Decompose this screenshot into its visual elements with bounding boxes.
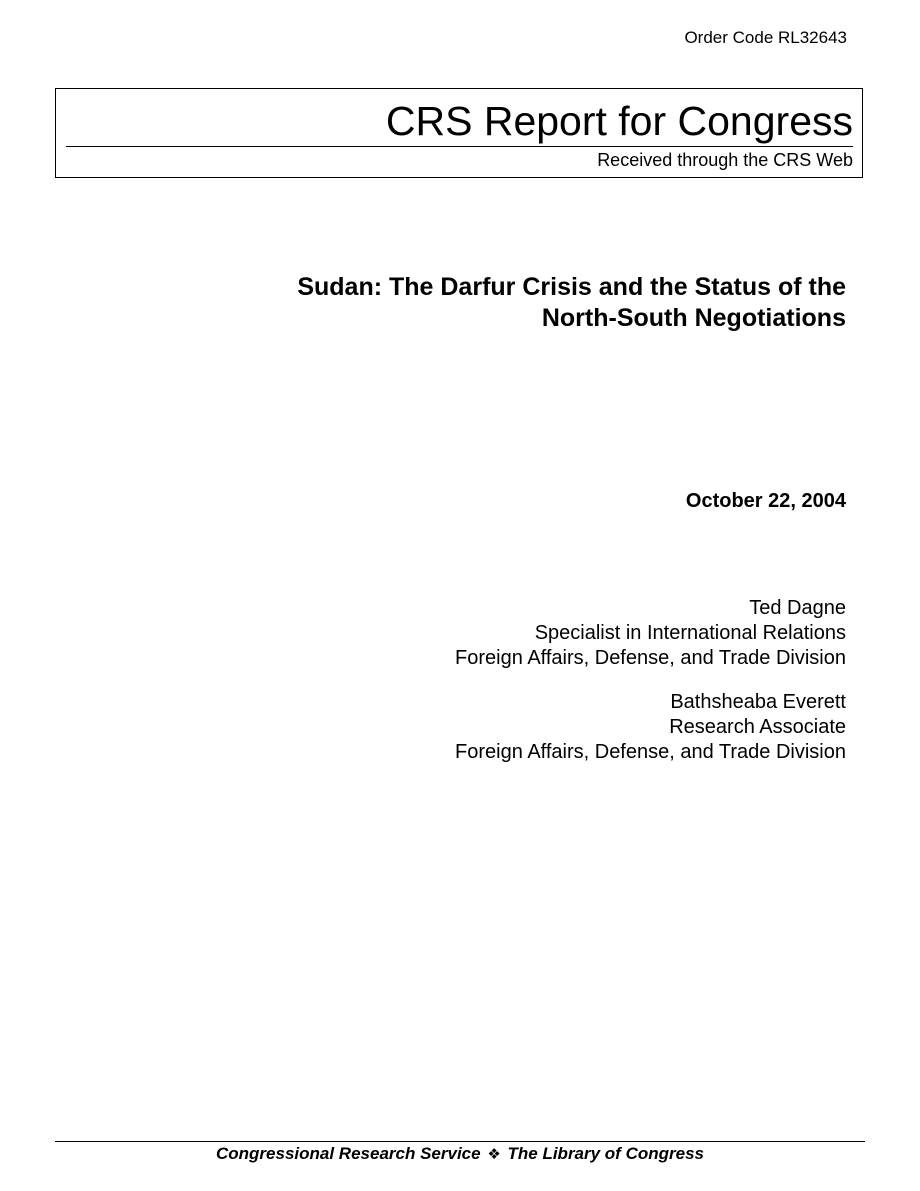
footer: [0, 1143, 920, 1166]
report-date: October 22, 2004: [685, 490, 846, 512]
report-title-line-1: Sudan: The Darfur Crisis and the Status of the: [297, 273, 846, 301]
report-series-title: CRS Report for Congress: [385, 98, 853, 144]
footer-divider: [55, 1141, 865, 1142]
footer-library: The Library of Congress: [507, 1144, 704, 1163]
report-series-subtitle: Received through the CRS Web: [597, 150, 853, 170]
diamond-icon: ❖: [487, 1146, 501, 1163]
footer-organization: Congressional Research Service: [216, 1144, 481, 1163]
header-divider: [66, 146, 853, 147]
order-code: Order Code RL32643: [684, 28, 847, 47]
report-header-box: [55, 88, 863, 178]
author-division: Foreign Affairs, Defense, and Trade Division: [455, 647, 846, 669]
author-position: Research Associate: [669, 716, 846, 738]
report-title: [146, 272, 846, 334]
author-block: [246, 596, 846, 671]
report-title-line-2: North-South Negotiations: [541, 304, 846, 332]
author-name: Bathsheaba Everett: [670, 691, 846, 713]
author-position: Specialist in International Relations: [534, 622, 846, 644]
author-division: Foreign Affairs, Defense, and Trade Division: [455, 741, 846, 763]
author-block: [246, 690, 846, 765]
author-name: Ted Dagne: [749, 597, 846, 619]
